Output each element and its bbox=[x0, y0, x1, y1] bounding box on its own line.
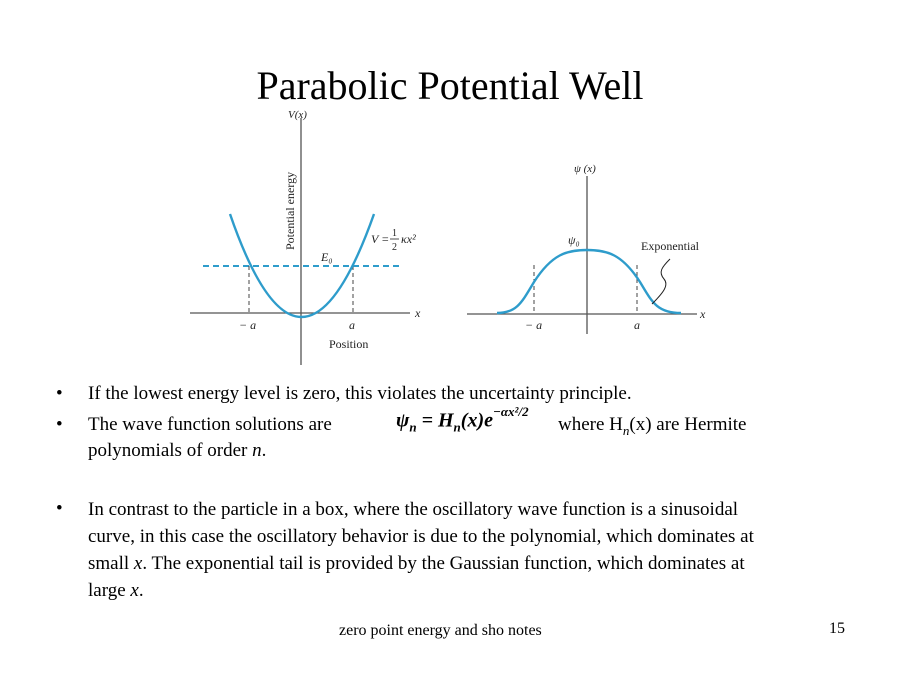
bullet-2-line2 bbox=[88, 438, 848, 464]
b3-line3 bbox=[88, 550, 848, 577]
tail-sub: n bbox=[622, 422, 630, 438]
eq-psi-sub: n bbox=[409, 419, 417, 435]
l2b: . bbox=[261, 440, 267, 461]
curve-label-lhs: V = bbox=[371, 232, 390, 246]
b3l4b: . bbox=[138, 580, 144, 601]
curve-label-rhs: κx² bbox=[401, 232, 416, 246]
b3l4a: large bbox=[88, 580, 131, 601]
l2a: polynomials of order bbox=[88, 440, 253, 461]
b3l4x: x bbox=[130, 580, 139, 601]
l2n: n bbox=[252, 440, 262, 461]
eq-exponent: −αx²/2 bbox=[492, 404, 529, 419]
psi-axis-label: ψ (x) bbox=[574, 163, 596, 175]
tick-neg-a-right: − a bbox=[525, 318, 543, 332]
y-axis-label: V(x) bbox=[288, 109, 307, 121]
b3l3a: small bbox=[88, 553, 134, 574]
tail-a: where H bbox=[558, 414, 623, 435]
tail-b: (x) are Hermite bbox=[629, 414, 747, 435]
eq-arg: (x)e bbox=[460, 409, 493, 432]
b3-line4 bbox=[88, 577, 848, 604]
wave-function-equation bbox=[396, 404, 529, 436]
curve-label-den: 2 bbox=[392, 242, 397, 253]
y-axis-title: Potential energy bbox=[283, 171, 297, 250]
bullet-marker: • bbox=[56, 498, 63, 519]
x-axis-title: Position bbox=[329, 337, 369, 351]
energy-label: E₀ bbox=[321, 250, 333, 264]
tick-neg-a: − a bbox=[239, 318, 257, 332]
bullet-2-lead: The wave function solutions are bbox=[88, 414, 332, 435]
slide-title: Parabolic Potential Well bbox=[256, 63, 644, 108]
eq-psi: ψ bbox=[396, 409, 410, 432]
b3l3x: x bbox=[133, 553, 143, 574]
b3-line1: In contrast to the particle in a box, where the oscillatory wave function is a sinusoidal bbox=[88, 499, 739, 520]
x-axis-label-right: x bbox=[700, 307, 706, 321]
wave-function-figure bbox=[462, 152, 722, 342]
bullet-text-1: If the lowest energy level is zero, this violates the uncertainty principle. bbox=[88, 383, 632, 404]
tick-pos-a-right: a bbox=[634, 318, 640, 332]
curve-label-num: 1 bbox=[392, 228, 397, 239]
potential-well-figure bbox=[185, 100, 435, 370]
eq-h-sub: n bbox=[453, 419, 461, 435]
tick-pos-a: a bbox=[349, 318, 355, 332]
bullet-marker: • bbox=[56, 383, 63, 404]
bullet-marker: • bbox=[56, 414, 63, 435]
eq-h: = H bbox=[416, 409, 454, 432]
x-axis-label: x bbox=[415, 306, 421, 320]
b3-line2: curve, in this case the oscillatory behavior is due to the polynomial, which dominates at bbox=[88, 526, 754, 547]
page-number: 15 bbox=[829, 620, 845, 637]
slide-footer: zero point energy and sho notes bbox=[339, 622, 542, 639]
bullet-text-3 bbox=[88, 496, 848, 604]
exponential-annotation: Exponential bbox=[641, 239, 699, 253]
psi0-label: ψ₀ bbox=[568, 233, 580, 247]
b3l3b: . The exponential tail is provided by the Gaussian function, which dominates at bbox=[142, 553, 745, 574]
